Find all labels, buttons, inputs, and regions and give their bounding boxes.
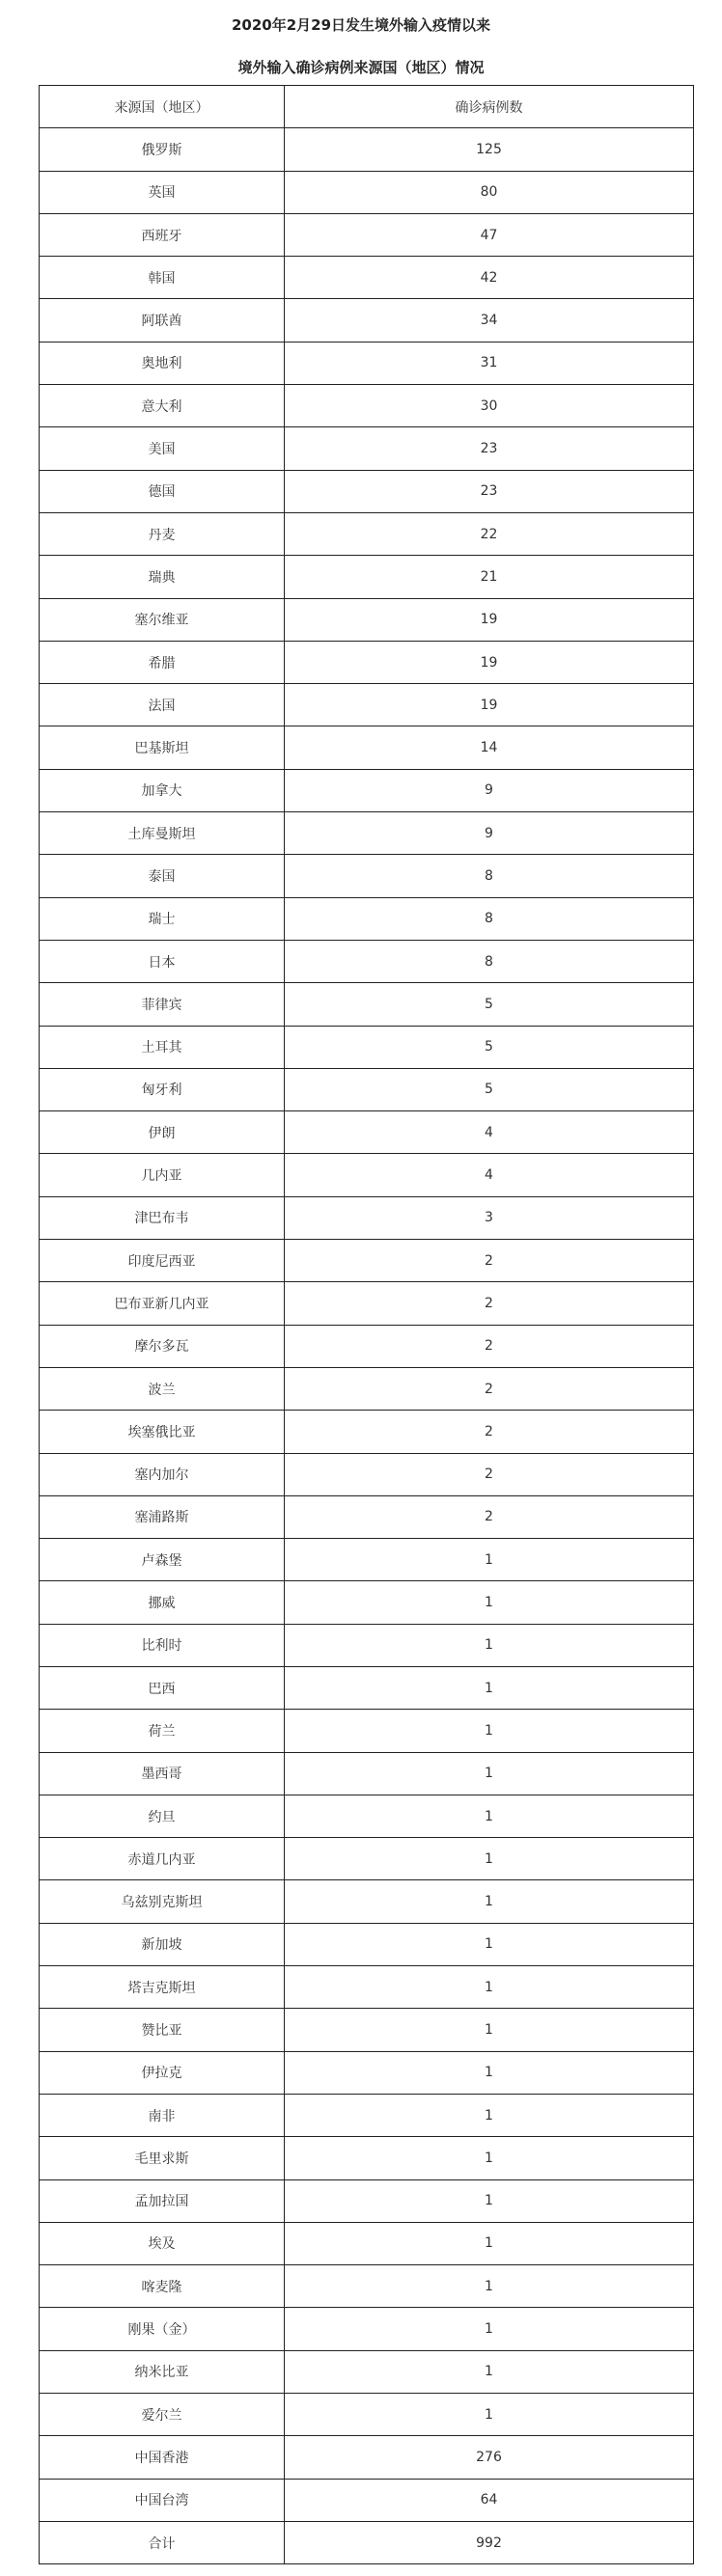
case-count-cell: 9 (285, 812, 694, 855)
table-row (40, 1411, 694, 1453)
table-row (40, 1154, 694, 1196)
country-cell: 英国 (40, 171, 285, 213)
case-count-cell: 2 (285, 1411, 694, 1453)
case-count-cell: 1 (285, 2137, 694, 2179)
table-row (40, 2308, 694, 2350)
country-cell: 乌兹别克斯坦 (40, 1880, 285, 1923)
country-cell: 阿联酋 (40, 299, 285, 342)
country-cell: 巴基斯坦 (40, 726, 285, 769)
table-row (40, 726, 694, 769)
table-row (40, 855, 694, 897)
case-count-cell: 3 (285, 1196, 694, 1239)
case-count-cell: 21 (285, 556, 694, 598)
case-count-cell: 1 (285, 2350, 694, 2393)
country-cell: 菲律宾 (40, 983, 285, 1026)
country-cell: 挪威 (40, 1581, 285, 1624)
country-cell: 纳米比亚 (40, 2350, 285, 2393)
case-count-cell: 14 (285, 726, 694, 769)
table-row (40, 1026, 694, 1068)
case-count-cell: 64 (285, 2479, 694, 2521)
case-count-cell: 1 (285, 1539, 694, 1581)
case-count-cell: 1 (285, 2394, 694, 2436)
case-count-cell: 1 (285, 1752, 694, 1795)
table-row (40, 1752, 694, 1795)
country-cell: 埃塞俄比亚 (40, 1411, 285, 1453)
table-row (40, 512, 694, 555)
country-cell: 埃及 (40, 2222, 285, 2264)
country-cell: 巴西 (40, 1666, 285, 1709)
country-cell: 合计 (40, 2521, 285, 2563)
table-row (40, 1453, 694, 1495)
country-cell: 奥地利 (40, 342, 285, 384)
country-cell: 新加坡 (40, 1923, 285, 1965)
country-cell: 美国 (40, 427, 285, 470)
table-row (40, 1581, 694, 1624)
country-cell: 韩国 (40, 257, 285, 299)
table-row (40, 1710, 694, 1752)
table-row (40, 641, 694, 683)
case-count-cell: 1 (285, 1795, 694, 1837)
table-row (40, 1196, 694, 1239)
header-country: 来源国（地区） (40, 86, 285, 128)
case-count-cell: 19 (285, 684, 694, 726)
country-cell: 约旦 (40, 1795, 285, 1837)
case-count-cell: 22 (285, 512, 694, 555)
page-title: 2020年2月29日发生境外输入疫情以来 (231, 16, 491, 34)
country-cell: 塞尔维亚 (40, 598, 285, 641)
table-row (40, 556, 694, 598)
case-count-cell: 42 (285, 257, 694, 299)
country-cell: 比利时 (40, 1624, 285, 1666)
country-cell: 印度尼西亚 (40, 1240, 285, 1282)
country-cell: 墨西哥 (40, 1752, 285, 1795)
case-count-cell: 5 (285, 983, 694, 1026)
country-cell: 中国台湾 (40, 2479, 285, 2521)
table-row (40, 299, 694, 342)
table-row (40, 171, 694, 213)
table-row (40, 1666, 694, 1709)
country-cell: 法国 (40, 684, 285, 726)
table-row (40, 213, 694, 256)
table-row (40, 940, 694, 982)
table-row (40, 2137, 694, 2179)
case-count-cell: 2 (285, 1282, 694, 1325)
case-count-cell: 8 (285, 855, 694, 897)
case-count-cell: 5 (285, 1068, 694, 1110)
case-count-cell: 8 (285, 897, 694, 940)
case-count-cell: 47 (285, 213, 694, 256)
case-count-cell: 9 (285, 769, 694, 811)
country-cell: 中国香港 (40, 2436, 285, 2479)
country-cell: 孟加拉国 (40, 2179, 285, 2222)
case-count-cell: 19 (285, 598, 694, 641)
case-count-cell: 1 (285, 2222, 694, 2264)
table-row (40, 2265, 694, 2308)
table-row (40, 2179, 694, 2222)
case-count-cell: 1 (285, 2308, 694, 2350)
table-row (40, 769, 694, 811)
table-row (40, 1923, 694, 1965)
table-row (40, 2394, 694, 2436)
table-row (40, 684, 694, 726)
table-row (40, 385, 694, 427)
country-cell: 波兰 (40, 1367, 285, 1410)
table-row (40, 983, 694, 1026)
case-count-cell: 1 (285, 1666, 694, 1709)
table-row (40, 1240, 694, 1282)
country-cell: 意大利 (40, 385, 285, 427)
country-cell: 荷兰 (40, 1710, 285, 1752)
country-cell: 希腊 (40, 641, 285, 683)
header-cases: 确诊病例数 (285, 86, 694, 128)
case-count-cell: 23 (285, 470, 694, 512)
country-cell: 塔吉克斯坦 (40, 1966, 285, 2009)
case-count-cell: 1 (285, 1710, 694, 1752)
case-count-cell: 34 (285, 299, 694, 342)
case-count-cell: 4 (285, 1111, 694, 1154)
table-row (40, 1966, 694, 2009)
country-cell: 德国 (40, 470, 285, 512)
country-cell: 巴布亚新几内亚 (40, 1282, 285, 1325)
table-row (40, 1111, 694, 1154)
table-row (40, 257, 694, 299)
table-row (40, 897, 694, 940)
country-cell: 爱尔兰 (40, 2394, 285, 2436)
table-row (40, 1539, 694, 1581)
case-count-cell: 1 (285, 2179, 694, 2222)
country-cell: 日本 (40, 940, 285, 982)
case-count-cell: 992 (285, 2521, 694, 2563)
table-title: 境外输入确诊病例来源国（地区）情况 (237, 59, 485, 76)
table-row (40, 2350, 694, 2393)
case-count-cell: 19 (285, 641, 694, 683)
country-cell: 土库曼斯坦 (40, 812, 285, 855)
case-count-cell: 8 (285, 940, 694, 982)
country-cell: 瑞士 (40, 897, 285, 940)
country-cell: 瑞典 (40, 556, 285, 598)
table-row (40, 427, 694, 470)
table-row (40, 1880, 694, 1923)
country-cell: 几内亚 (40, 1154, 285, 1196)
table-row (40, 2479, 694, 2521)
country-cell: 西班牙 (40, 213, 285, 256)
table-row (40, 2222, 694, 2264)
case-count-cell: 23 (285, 427, 694, 470)
table-row (40, 1282, 694, 1325)
case-count-cell: 1 (285, 1838, 694, 1880)
country-cell: 喀麦隆 (40, 2265, 285, 2308)
case-count-cell: 31 (285, 342, 694, 384)
case-count-cell: 276 (285, 2436, 694, 2479)
table-row (40, 1367, 694, 1410)
table-row (40, 1325, 694, 1367)
case-count-cell: 80 (285, 171, 694, 213)
country-cell: 加拿大 (40, 769, 285, 811)
case-count-cell: 5 (285, 1026, 694, 1068)
table-row (40, 2094, 694, 2136)
country-cell: 刚果（金） (40, 2308, 285, 2350)
country-cell: 泰国 (40, 855, 285, 897)
country-cell: 赤道几内亚 (40, 1838, 285, 1880)
country-cell: 毛里求斯 (40, 2137, 285, 2179)
country-cell: 土耳其 (40, 1026, 285, 1068)
case-count-cell: 4 (285, 1154, 694, 1196)
case-count-cell: 1 (285, 2265, 694, 2308)
country-cell: 卢森堡 (40, 1539, 285, 1581)
source-country-table (39, 85, 694, 2564)
table-row (40, 2521, 694, 2563)
table-row (40, 128, 694, 171)
case-count-cell: 2 (285, 1367, 694, 1410)
country-cell: 伊朗 (40, 1111, 285, 1154)
country-cell: 摩尔多瓦 (40, 1325, 285, 1367)
country-cell: 南非 (40, 2094, 285, 2136)
case-count-cell: 1 (285, 1880, 694, 1923)
case-count-cell: 1 (285, 1581, 694, 1624)
country-cell: 塞浦路斯 (40, 1495, 285, 1538)
case-count-cell: 1 (285, 2051, 694, 2094)
table-row (40, 1068, 694, 1110)
table-row (40, 2051, 694, 2094)
case-count-cell: 2 (285, 1495, 694, 1538)
country-cell: 赞比亚 (40, 2009, 285, 2051)
table-row (40, 1495, 694, 1538)
table-row (40, 1838, 694, 1880)
table-row (40, 812, 694, 855)
table-header-row (40, 86, 694, 128)
table-row (40, 2436, 694, 2479)
case-count-cell: 30 (285, 385, 694, 427)
case-count-cell: 125 (285, 128, 694, 171)
country-cell: 伊拉克 (40, 2051, 285, 2094)
country-cell: 匈牙利 (40, 1068, 285, 1110)
table-row (40, 1795, 694, 1837)
country-cell: 俄罗斯 (40, 128, 285, 171)
case-count-cell: 2 (285, 1325, 694, 1367)
case-count-cell: 2 (285, 1240, 694, 1282)
table-row (40, 598, 694, 641)
table-row (40, 1624, 694, 1666)
case-count-cell: 1 (285, 1966, 694, 2009)
case-count-cell: 1 (285, 2009, 694, 2051)
country-cell: 丹麦 (40, 512, 285, 555)
case-count-cell: 2 (285, 1453, 694, 1495)
case-count-cell: 1 (285, 1624, 694, 1666)
table-row (40, 2009, 694, 2051)
table-row (40, 470, 694, 512)
case-count-cell: 1 (285, 1923, 694, 1965)
country-cell: 塞内加尔 (40, 1453, 285, 1495)
country-cell: 津巴布韦 (40, 1196, 285, 1239)
case-count-cell: 1 (285, 2094, 694, 2136)
table-row (40, 342, 694, 384)
